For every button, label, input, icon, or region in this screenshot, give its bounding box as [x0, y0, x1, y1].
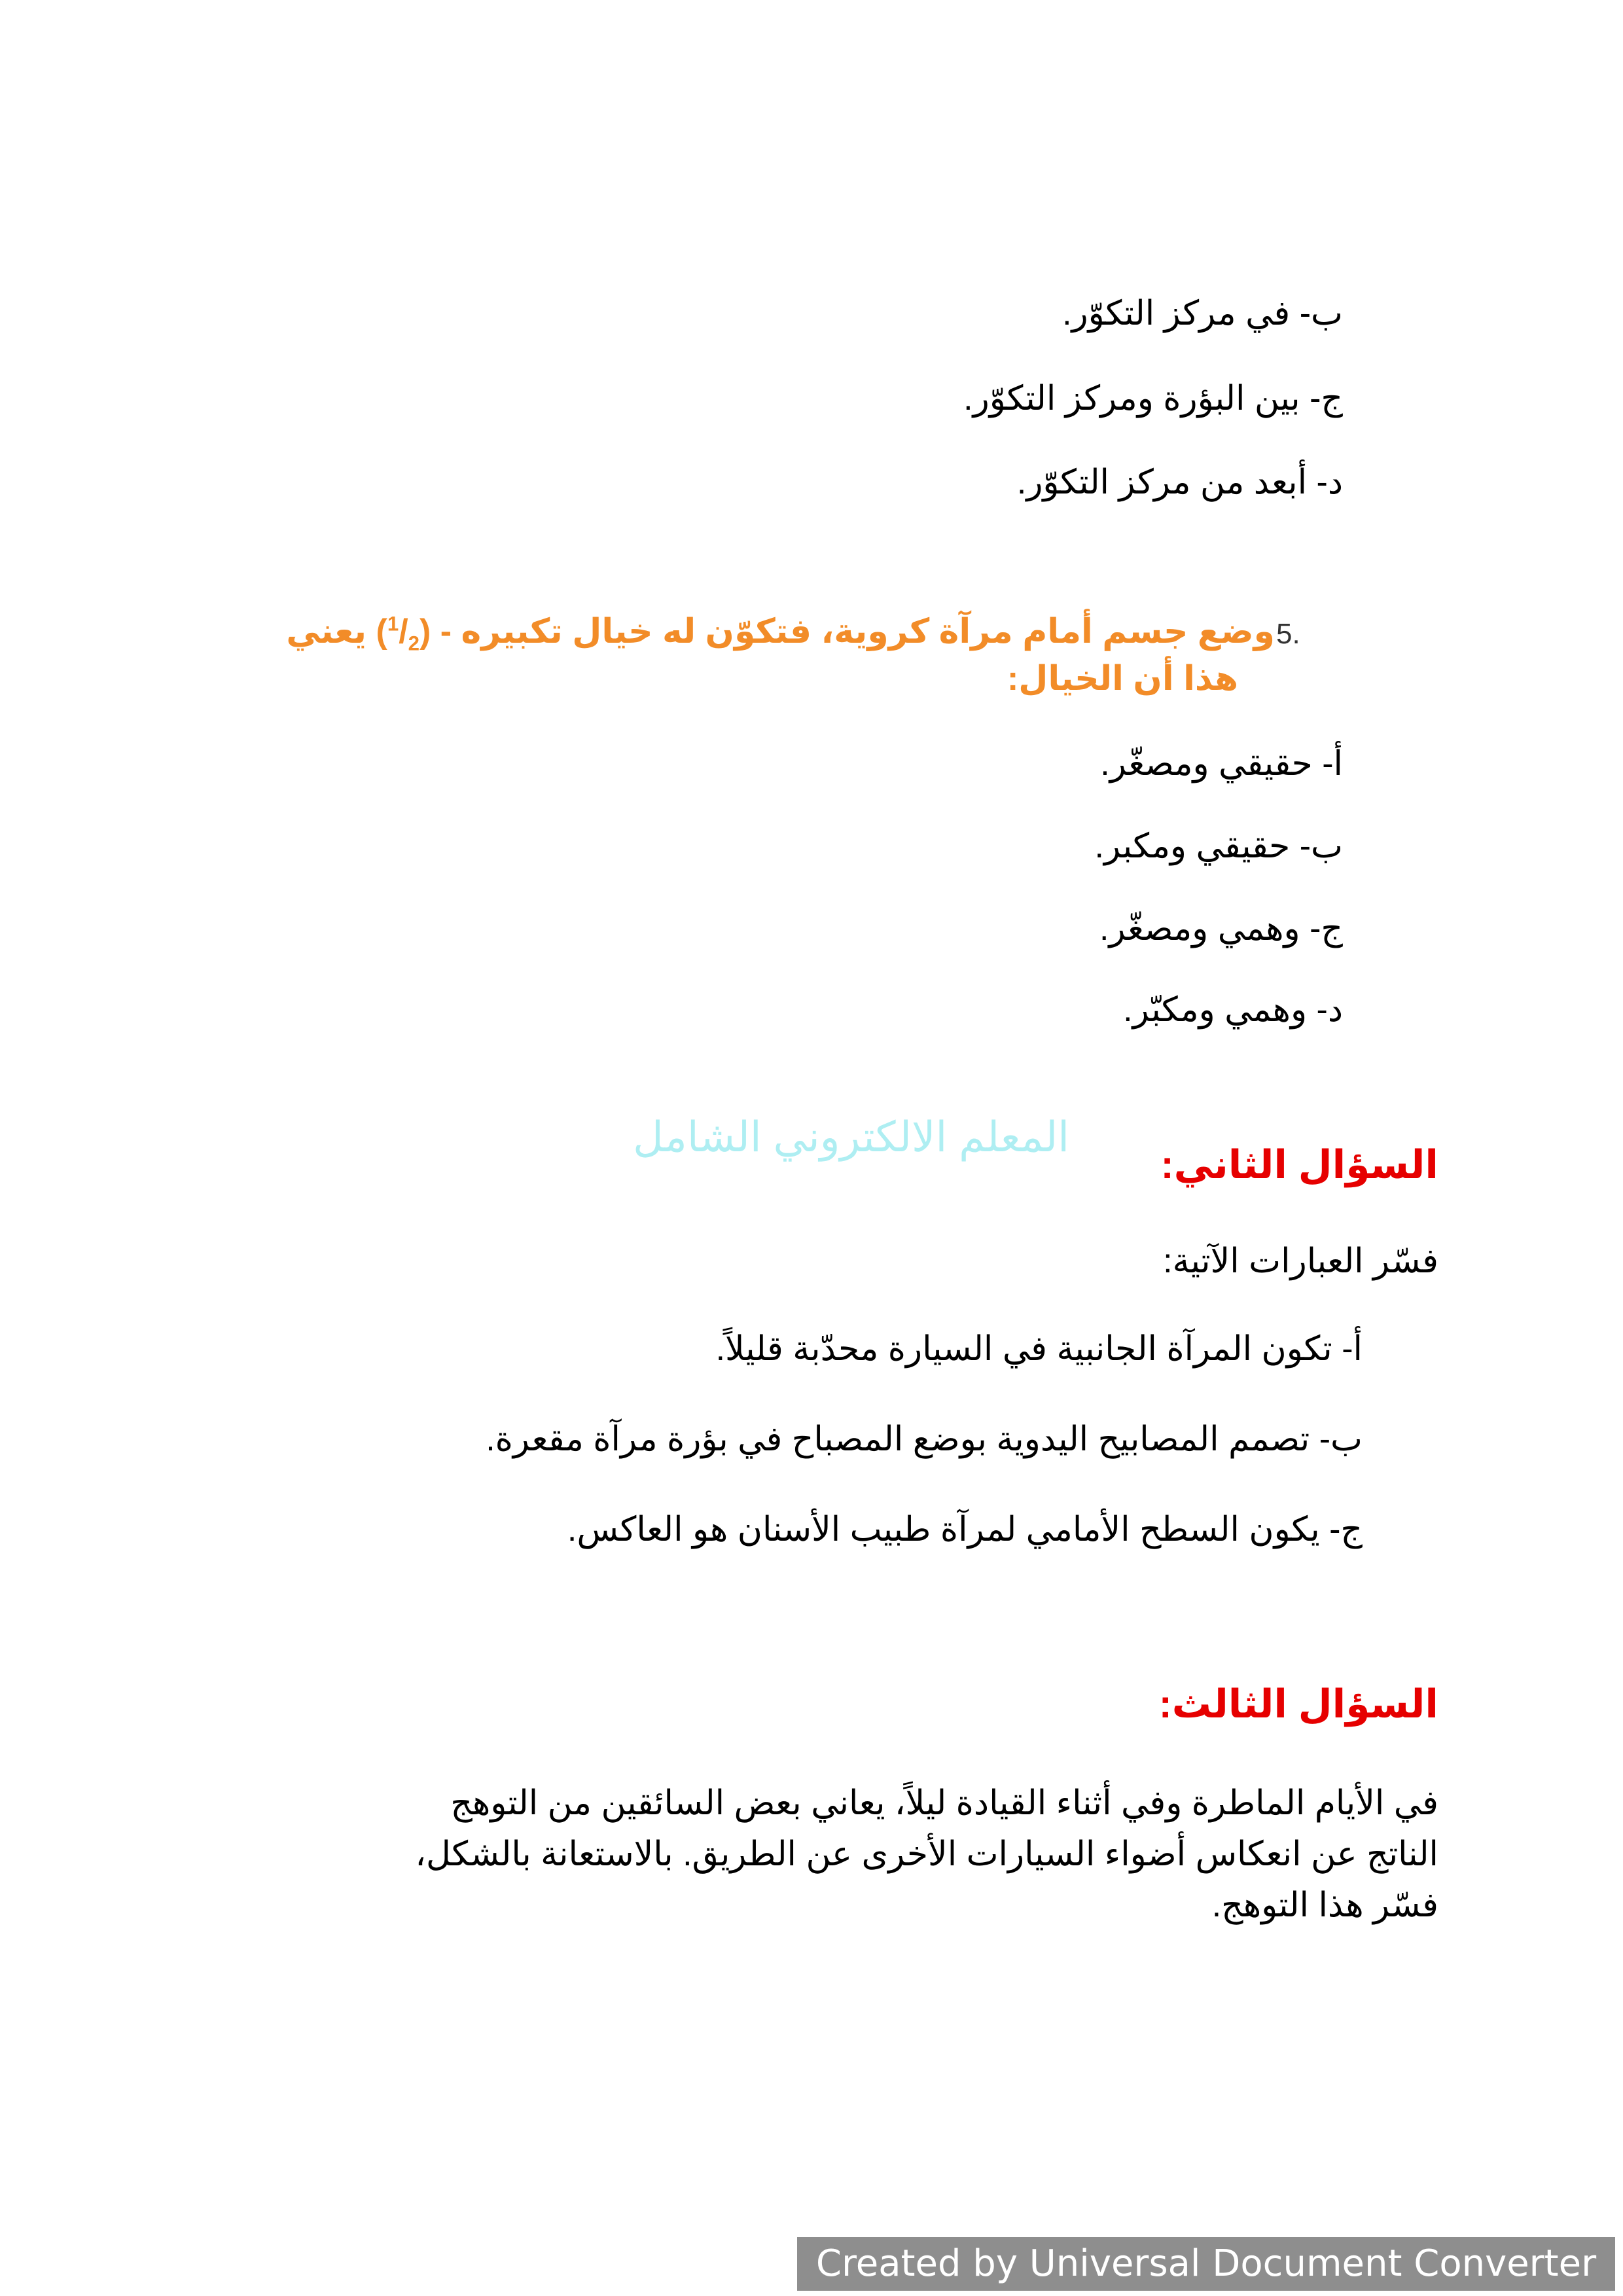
converter-stamp: Created by Universal Document Converter	[797, 2237, 1615, 2291]
q5-frac-den: 2	[408, 632, 420, 655]
q5-text-line2: هذا أن الخيال:	[1007, 660, 1238, 698]
question2-instruction: فسّر العبارات الآتية:	[1163, 1242, 1438, 1280]
q5-option-d: د- وهمي ومكبّر.	[1123, 991, 1343, 1029]
question2-item-b: ب- تصمم المصابيح اليدوية بوضع المصباح في بؤرة مرآة مقعرة.	[486, 1420, 1363, 1458]
q5-option-b: ب- حقيقي ومكبر.	[1094, 827, 1343, 865]
q4-option-d: د- أبعد من مركز التكوّر.	[1016, 463, 1343, 501]
question2-title: السؤال الثاني:	[1160, 1143, 1438, 1187]
q4-option-b: ب- في مركز التكوّر.	[1062, 295, 1343, 332]
question3-line3: فسّر هذا التوهج.	[1211, 1886, 1438, 1924]
q5-number: 5.	[1276, 618, 1300, 650]
question3-line1: في الأيام الماطرة وفي أثناء القيادة ليلاً، يعاني بعض السائقين من التوهج	[450, 1784, 1438, 1822]
q5-frac-sep: /	[399, 613, 408, 651]
question2-item-c: ج- يكون السطح الأمامي لمرآة طبيب الأسنان هو العاكس.	[567, 1511, 1363, 1549]
q5-frac-num: 1	[387, 612, 399, 636]
watermark-text: المعلم الالكتروني الشامل	[633, 1113, 1069, 1160]
q5-text-part2: ) يعني	[286, 613, 387, 651]
q5-option-a: أ- حقيقي ومصغّر.	[1100, 745, 1343, 783]
question3-title: السؤال الثالث:	[1158, 1682, 1438, 1726]
q4-option-c: ج- بين البؤرة ومركز التكوّر.	[963, 380, 1343, 418]
q5-fraction	[387, 612, 420, 655]
q5-option-c: ج- وهمي ومصغّر.	[1099, 910, 1343, 948]
question3-line2: الناتج عن انعكاس أضواء السيارات الأخرى عن الطريق. بالاستعانة بالشكل،	[415, 1835, 1438, 1873]
question2-item-a: أ- تكون المرآة الجانبية في السيارة محدّبة قليلاً.	[715, 1330, 1363, 1368]
q5-text-line1	[286, 611, 1275, 656]
q5-text-part1: وضع جسم أمام مرآة كروية، فتكوّن له خيال تكبيره - (	[419, 613, 1275, 651]
